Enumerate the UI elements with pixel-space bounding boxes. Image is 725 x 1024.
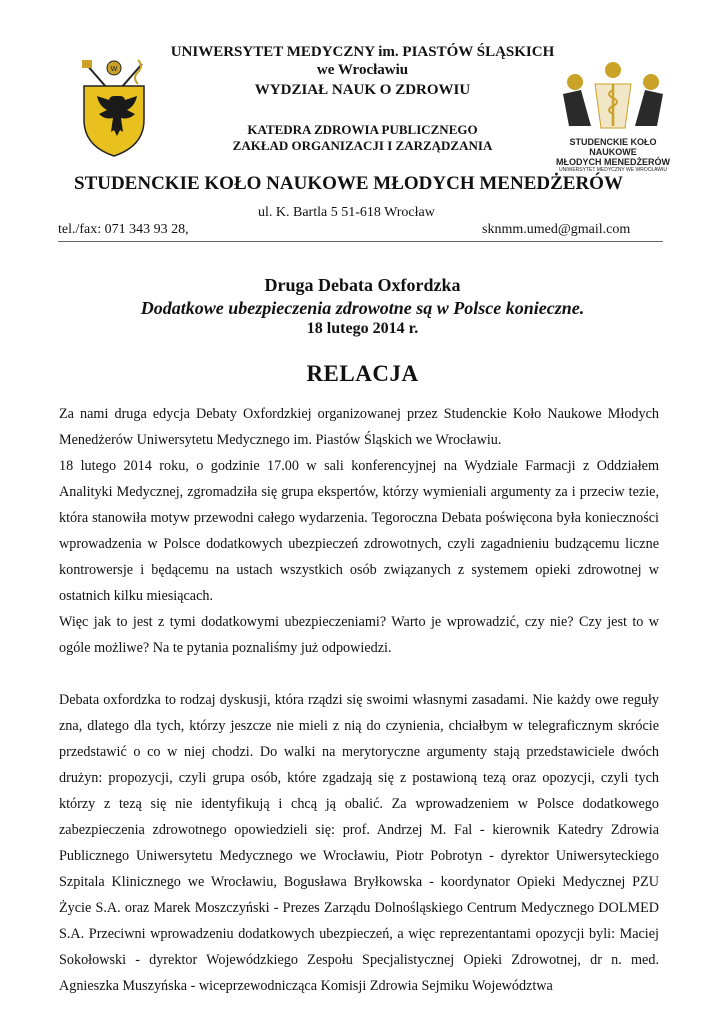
event-motion: Dodatkowe ubezpieczenia zdrowotne są w Polsce konieczne.	[140, 298, 585, 318]
club-logo-tiny: UNIWERSYTET MEDYCZNY WE WROCŁAWIU	[559, 167, 667, 173]
faculty-name: WYDZIAŁ NAUK O ZDROWIU	[254, 82, 471, 98]
event-date: 18 lutego 2014 r.	[306, 320, 419, 337]
report-heading: RELACJA	[306, 361, 419, 386]
club-logo-line2: MŁODYCH MENEDŻERÓW	[556, 157, 670, 167]
club-phone: tel./fax: 071 343 93 28,	[58, 222, 189, 237]
paragraph-rules: Debata oxfordzka to rodzaj dyskusji, która rządzi się swoimi własnymi zasadami. Nie każdy owe reguły zna, dlatego dla tych, którzy jeszcze nie mieli z nią do czynienia, chciałbym w telegraficznym skrócie przedstawić o co w niej chodzi. Do walki na merytoryczne argumenty stają przedstawiciele dwóch drużyn: propozycji, czyli grupa osób, które zgadzają się z postawioną tezą oraz opozycji, czyli tych którzy z tezą się nie identyfikują i chcą ją obalić. Za wprowadzeniem w Polsce dodatkowego zabezpieczenia zdrowotnego opowiedzieli się: prof. Andrzej M. Fal - kierownik Katedry Zdrowia Publicznego Uniwersytetu Medycznego we Wrocławiu, Piotr Pobrotyn - dyrektor Uniwersyteckiego Szpitala Klinicznego we Wrocławiu, Bogusława Bryłkowska - koordynator Opieki Medycznej PZU Życie S.A. oraz Marek Moszczyński - Prezes Zarządu Dolnośląskiego Centrum Medycznego DOLMED S.A. Przeciwni wprowadzeniu dodatkowych ubezpieczeń, a więc reprezentantami opozycji byli: Maciej Sokołowski - dyrektor Wojewódzkiego Zespołu Specjalistycznej Opieki Zdrowotnej, dr n. med. Agnieszka Muszyńska - wiceprzewodnicząca Komisji Zdrowia Sejmiku Województwa	[59, 692, 659, 994]
paragraph-event: 18 lutego 2014 roku, o godzinie 17.00 w sali konferencyjnej na Wydziale Farmacji z Oddziałem Analityki Medycznej, zgromadziła się grupa ekspertów, którzy wymieniali argumenty za i przeciw tezie, która stanowiła motyw przewodni całego wydarzenia. Tegoroczna Debata poświęcona była konieczności wprowadzenia w Polsce dodatkowych ubezpieczeń zdrowotnych, czyli zagadnieniu budzącemu liczne kontrowersje i będącemu na ustach wszystkich osób związanych z systemem opieki zdrowotnej w ostatnich kilku miesiącach.	[59, 458, 659, 604]
paragraph-gap	[59, 661, 659, 687]
report-body	[59, 401, 659, 999]
paragraph-questions: Więc jak to jest z tymi dodatkowymi ubezpieczeniami? Warto je wprowadzić, czy nie? Czy jest to w ogóle możliwe? Na te pytania poznaliśmy już odpowiedzi.	[59, 614, 659, 656]
event-title: Druga Debata Oxfordzka	[264, 275, 461, 295]
club-name: STUDENCKIE KOŁO NAUKOWE MŁODYCH MENEDŻERÓW	[74, 173, 623, 194]
department-name: KATEDRA ZDROWIA PUBLICZNEGO	[247, 122, 478, 137]
club-email[interactable]: sknmm.umed@gmail.com	[482, 222, 631, 237]
club-logo-line1: STUDENCKIE KOŁO NAUKOWE	[569, 137, 657, 157]
header-divider	[58, 241, 663, 242]
university-city: we Wrocławiu	[316, 62, 409, 78]
university-name: UNIWERSYTET MEDYCZNY im. PIASTÓW ŚLĄSKICH	[170, 44, 555, 60]
unit-name: ZAKŁAD ORGANIZACJI I ZARZĄDZANIA	[232, 138, 493, 153]
paragraph-intro: Za nami druga edycja Debaty Oxfordzkiej organizowanej przez Studenckie Koło Naukowe Młodych Menedżerów Uniwersytetu Medycznego im. Piastów Śląskich we Wrocławiu.	[59, 406, 659, 448]
svg-text:W: W	[110, 65, 118, 73]
club-address: ul. K. Bartla 5 51-618 Wrocław	[258, 205, 435, 220]
